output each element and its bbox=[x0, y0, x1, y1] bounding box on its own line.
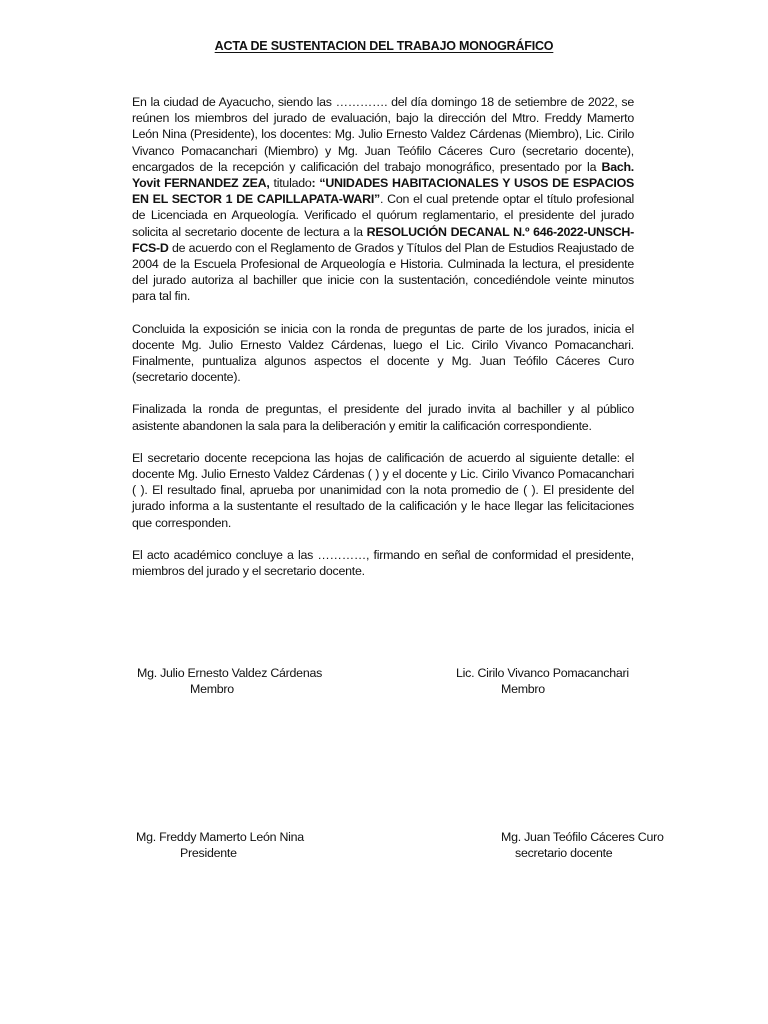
signature-block-president bbox=[136, 829, 304, 862]
signature-block-secretary bbox=[501, 829, 664, 862]
opening-text: En la ciudad de Ayacucho, siendo las …………. del día domingo 18 de setiembre de 2022, se reúnen los miembros del jurado de evaluación, bajo la dirección del Mtro. Freddy Mamerto León Nina (Presidente), los docentes: Mg. Julio Ernesto Valdez Cárdenas (Miembro), Lic. Cirilo Vivanco Pomacanchari (Miembro) y Mg. Juan Teófilo Cáceres Curo (secretario docente), encargados de la recepción y calificación del trabajo monográfico, presentado por la bbox=[132, 95, 634, 174]
document-title: ACTA DE SUSTENTACION DEL TRABAJO MONOGRÁFICO bbox=[214, 39, 554, 53]
signatory-name: Mg. Freddy Mamerto León Nina bbox=[136, 830, 304, 844]
signatory-role: secretario docente bbox=[515, 846, 613, 861]
resolution-number: RESOLUCIÓN DECANAL N.º 646-2022-UNSCH-FCS-D bbox=[132, 224, 635, 255]
signatory-name: Mg. Julio Ernesto Valdez Cárdenas bbox=[137, 666, 323, 680]
graduate-name: Bach. Yovit FERNANDEZ ZEA, bbox=[132, 159, 634, 191]
signatory-name: Mg. Juan Teófilo Cáceres Curo bbox=[501, 830, 664, 844]
titled-label: titulado bbox=[269, 176, 312, 191]
signatory-role: Membro bbox=[501, 682, 545, 697]
signature-block-member-1 bbox=[137, 665, 322, 698]
signatory-role: Membro bbox=[190, 682, 234, 697]
signatory-name: Lic. Cirilo Vivanco Pomacanchari bbox=[456, 666, 629, 680]
paragraph-opening bbox=[132, 94, 634, 305]
document-body bbox=[132, 94, 634, 595]
paragraph-grading: El secretario docente recepciona las hojas de calificación de acuerdo al siguiente detalle: el docente Mg. Julio Ernesto Valdez Cárdenas ( ) y el docente y Lic. Cirilo Vivanco Pomacanchari ( ). El resultado final, aprueba por unanimidad con la nota promedio de ( ). El presidente del jurado informa a la sustentante el resultado de la calificación y le hace llegar las felicitaciones que corresponden. bbox=[132, 450, 634, 530]
opening-text-continued: . Con el cual pretende optar el título profesional de Licenciada en Arqueología. Verificado el quórum reglamentario, el presidente del jurado solicita al secretario docente de lectura a la bbox=[132, 192, 635, 239]
paragraph-deliberation: Finalizada la ronda de preguntas, el presidente del jurado invita al bachiller y al público asistente abandonen la sala para la deliberación y emitir la calificación correspondiente. bbox=[132, 402, 634, 433]
thesis-title: : “UNIDADES HABITACIONALES Y USOS DE ESPACIOS EN EL SECTOR 1 DE CAPILLAPATA-WARI” bbox=[132, 176, 634, 207]
paragraph-closing: El acto académico concluye a las …………, firmando en señal de conformidad el presidente, miembros del jurado y el secretario docente. bbox=[132, 547, 634, 579]
signature-block-member-2 bbox=[456, 665, 629, 698]
paragraph-questions: Concluida la exposición se inicia con la ronda de preguntas de parte de los jurados, inicia el docente Mg. Julio Ernesto Valdez Cárdenas, luego el Lic. Cirilo Vivanco Pomacanchari. Finalmente, puntualiza algunos aspectos el docente y Mg. Juan Teófilo Cáceres Curo (secretario docente). bbox=[132, 321, 634, 385]
signatory-role: Presidente bbox=[180, 846, 237, 861]
opening-text-end: de acuerdo con el Reglamento de Grados y Títulos del Plan de Estudios Reajustado de 2004 de la Escuela Profesional de Arqueología e Historia. Culminada la lectura, el presidente del jurado autoriza al bachiller que inicie con la sustentación, concediéndole veinte minutos para tal fin. bbox=[132, 240, 634, 304]
